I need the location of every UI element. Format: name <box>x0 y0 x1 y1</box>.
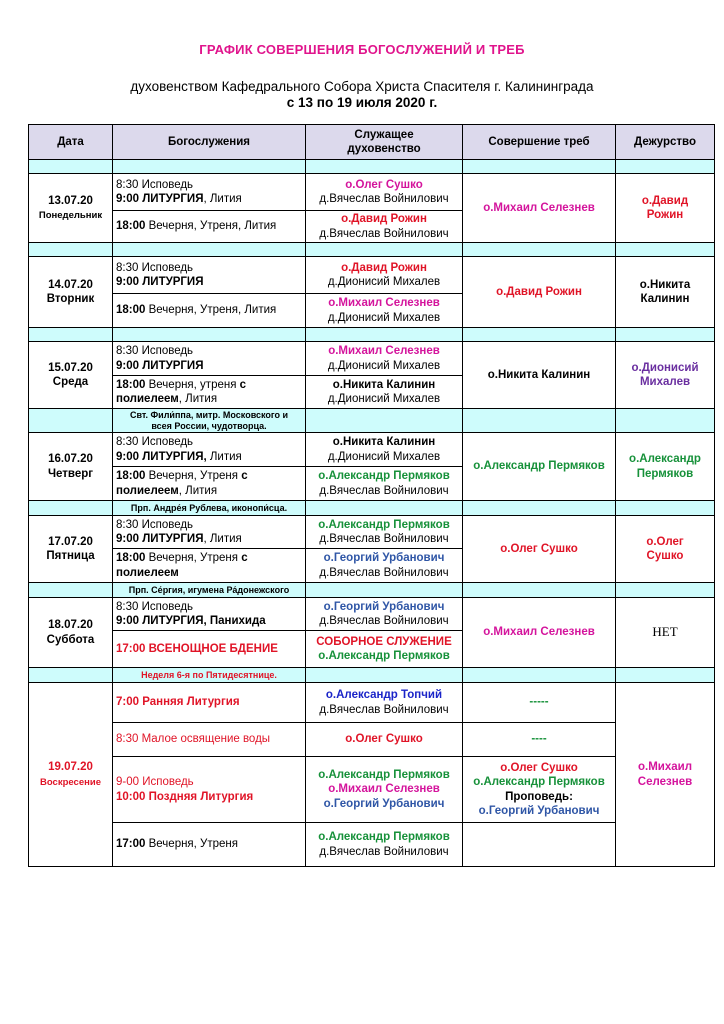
date-range: с 13 по 19 июля 2020 г. <box>286 95 438 110</box>
service-evening: 17:00 ВСЕНОЩНОЕ БДЕНИЕ <box>113 631 306 668</box>
day-date: 14.07.20 Вторник <box>29 257 113 328</box>
page-subtitle: духовенством Кафедрального Собора Христа Спасителя г. Калининграда <box>130 79 594 94</box>
day-row <box>29 723 715 757</box>
feast-note: Прп. Се́ргия, игумена Ра́донежского <box>113 583 306 598</box>
day-row <box>29 342 715 376</box>
feast-note-row <box>29 409 715 433</box>
clergy-morning: о.Никита Калинин д.Дионисий Михалев <box>306 433 463 467</box>
treb-cell: о.Давид Рожин <box>463 257 616 328</box>
feast-note-row <box>29 583 715 598</box>
header-trebs: Совершение треб <box>463 125 616 160</box>
service-water-blessing: 8:30 Малое освящение воды <box>113 723 306 757</box>
clergy-evening: о.Георгий Урбанович д.Вячеслав Войнилович <box>306 549 463 583</box>
feast-note: Свт. Фили́ппа, митр. Московского и всея России, чудотворца. <box>113 409 306 433</box>
service-early-liturgy: 7:00 Ранняя Литургия <box>113 683 306 723</box>
feast-note: Неделя 6-я по Пятидесятнице. <box>113 668 306 683</box>
duty-cell: о.Никита Калинин <box>616 257 715 328</box>
header-duty: Дежурство <box>616 125 715 160</box>
feast-note-row <box>29 668 715 683</box>
day-row <box>29 683 715 723</box>
day-date: 18.07.20 Суббота <box>29 598 113 668</box>
page-title: ГРАФИК СОВЕРШЕНИЯ БОГОСЛУЖЕНИЙ И ТРЕБ <box>199 42 525 57</box>
treb-cell: ---- <box>463 723 616 757</box>
clergy-morning: о.Давид Рожин д.Дионисий Михалев <box>306 257 463 294</box>
clergy-morning: о.Александр Пермяков д.Вячеслав Войнилович <box>306 516 463 549</box>
day-row <box>29 174 715 211</box>
duty-cell: о.Александр Пермяков <box>616 433 715 501</box>
day-row <box>29 823 715 867</box>
header-clergy: Служащее духовенство <box>306 125 463 160</box>
treb-cell: о.Михаил Селезнев <box>463 174 616 243</box>
clergy-water-blessing: о.Олег Сушко <box>306 723 463 757</box>
service-morning: 8:30 Исповедь 9:00 ЛИТУРГИЯ, Лития <box>113 174 306 211</box>
separator-row <box>29 328 715 342</box>
schedule-table <box>28 124 715 867</box>
clergy-evening: о.Давид Рожин д.Вячеслав Войнилович <box>306 211 463 243</box>
service-evening: 18:00 Вечерня, Утреня, Лития <box>113 211 306 243</box>
day-row <box>29 516 715 549</box>
clergy-early-liturgy: о.Александр Топчий д.Вячеслав Войнилович <box>306 683 463 723</box>
service-morning: 8:30 Исповедь 9:00 ЛИТУРГИЯ <box>113 342 306 376</box>
treb-cell: о.Никита Калинин <box>463 342 616 409</box>
duty-cell: о.Михаил Селезнев <box>616 683 715 867</box>
service-morning: 8:30 Исповедь 9:00 ЛИТУРГИЯ, Лития <box>113 433 306 467</box>
service-morning: 8:30 Исповедь 9:00 ЛИТУРГИЯ, Лития <box>113 516 306 549</box>
day-date: 15.07.20 Среда <box>29 342 113 409</box>
separator-row <box>29 243 715 257</box>
treb-cell: о.Александр Пермяков <box>463 433 616 501</box>
duty-cell: о.Дионисий Михалев <box>616 342 715 409</box>
day-date: 19.07.20 Воскресение <box>29 683 113 867</box>
duty-cell: о.Давид Рожин <box>616 174 715 243</box>
clergy-evening: о.Александр Пермяков д.Вячеслав Войнилович <box>306 467 463 501</box>
clergy-morning: о.Михаил Селезнев д.Дионисий Михалев <box>306 342 463 376</box>
clergy-late-liturgy: о.Александр Пермяков о.Михаил Селезнев о.Георгий Урбанович <box>306 757 463 823</box>
header-services: Богослужения <box>113 125 306 160</box>
day-date: 13.07.20 Понедельник <box>29 174 113 243</box>
clergy-evening: о.Никита Калинин д.Дионисий Михалев <box>306 376 463 409</box>
duty-cell: о.Олег Сушко <box>616 516 715 583</box>
feast-note: Прп. Андре́я Рублева, иконопи́сца. <box>113 501 306 516</box>
day-row <box>29 757 715 823</box>
clergy-morning: о.Олег Сушко д.Вячеслав Войнилович <box>306 174 463 211</box>
day-date: 16.07.20 Четверг <box>29 433 113 501</box>
service-evening: 18:00 Вечерня, утреня с полиелеем, Лития <box>113 376 306 409</box>
service-evening: 17:00 Вечерня, Утреня <box>113 823 306 867</box>
treb-cell: ----- <box>463 683 616 723</box>
duty-cell: НЕТ <box>616 598 715 668</box>
service-evening: 18:00 Вечерня, Утреня с полиелеем <box>113 549 306 583</box>
treb-cell: о.Михаил Селезнев <box>463 598 616 668</box>
service-morning: 8:30 Исповедь 9:00 ЛИТУРГИЯ <box>113 257 306 294</box>
day-date: 17.07.20 Пятница <box>29 516 113 583</box>
service-late-liturgy: 9-00 Исповедь 10:00 Поздняя Литургия <box>113 757 306 823</box>
day-row <box>29 598 715 631</box>
service-evening: 18:00 Вечерня, Утреня с полиелеем, Лития <box>113 467 306 501</box>
feast-note-row <box>29 501 715 516</box>
treb-cell: о.Олег Сушко <box>463 516 616 583</box>
clergy-evening: СОБОРНОЕ СЛУЖЕНИЕ о.Александр Пермяков <box>306 631 463 668</box>
day-row <box>29 433 715 467</box>
service-morning: 8:30 Исповедь 9:00 ЛИТУРГИЯ, Панихида <box>113 598 306 631</box>
separator-row <box>29 160 715 174</box>
day-row <box>29 257 715 294</box>
clergy-morning: о.Георгий Урбанович д.Вячеслав Войнилович <box>306 598 463 631</box>
clergy-evening: о.Михаил Селезнев д.Дионисий Михалев <box>306 294 463 328</box>
service-evening: 18:00 Вечерня, Утреня, Лития <box>113 294 306 328</box>
header-row <box>29 125 715 160</box>
clergy-evening: о.Александр Пермяков д.Вячеслав Войнилович <box>306 823 463 867</box>
treb-cell: о.Олег Сушко о.Александр Пермяков Проповедь: о.Георгий Урбанович <box>463 757 616 823</box>
header-date: Дата <box>29 125 113 160</box>
treb-cell <box>463 823 616 867</box>
